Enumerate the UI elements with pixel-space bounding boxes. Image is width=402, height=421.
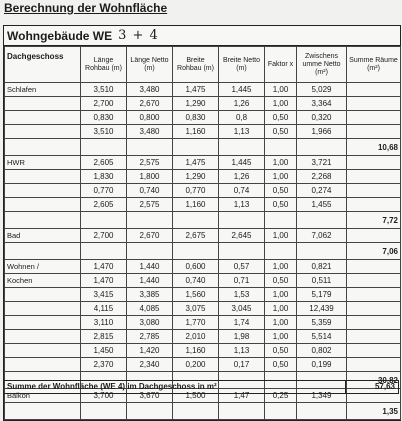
- summe-cell: [347, 316, 401, 330]
- breite-netto-cell: 1,74: [219, 316, 265, 330]
- subtotal-row: [5, 403, 401, 420]
- breite-rohbau-cell: 1,560: [173, 288, 219, 302]
- breite-rohbau-cell: 0,600: [173, 260, 219, 274]
- laenge-netto-cell: 1,440: [127, 260, 173, 274]
- faktor-cell: [265, 139, 297, 156]
- faktor-cell: 1,00: [265, 97, 297, 111]
- breite-netto-cell: 1,47: [219, 389, 265, 403]
- laenge-rohbau-cell: 1,470: [81, 260, 127, 274]
- laenge-rohbau-cell: 0,830: [81, 111, 127, 125]
- laenge-rohbau-cell: 3,510: [81, 83, 127, 97]
- area-calculation-sheet: [3, 25, 401, 421]
- breite-rohbau-cell: 1,290: [173, 170, 219, 184]
- faktor-cell: 1,00: [265, 330, 297, 344]
- table-row: [5, 316, 401, 330]
- room-label: [5, 139, 81, 156]
- breite-netto-cell: [219, 243, 265, 260]
- zwischensumme-cell: 7,062: [297, 229, 347, 243]
- summe-cell: [347, 330, 401, 344]
- room-label: [5, 344, 81, 358]
- table-row: [5, 344, 401, 358]
- table-row: [5, 330, 401, 344]
- subtotal-row: [5, 243, 401, 260]
- laenge-netto-cell: 3,480: [127, 125, 173, 139]
- breite-rohbau-cell: 1,475: [173, 156, 219, 170]
- laenge-netto-cell: 4,085: [127, 302, 173, 316]
- faktor-cell: 0,50: [265, 184, 297, 198]
- col-breite-rohbau: Breite Rohbau (m): [173, 47, 219, 83]
- laenge-rohbau-cell: 2,605: [81, 156, 127, 170]
- summe-cell: [347, 198, 401, 212]
- room-label: [5, 170, 81, 184]
- laenge-netto-cell: 2,785: [127, 330, 173, 344]
- zwischensumme-cell: 1,455: [297, 198, 347, 212]
- table-row: [5, 302, 401, 316]
- summe-cell: 30,82: [347, 372, 401, 389]
- summe-cell: [347, 83, 401, 97]
- summe-cell: [347, 170, 401, 184]
- laenge-rohbau-cell: 1,830: [81, 170, 127, 184]
- breite-rohbau-cell: 2,010: [173, 330, 219, 344]
- subtotal-row: [5, 212, 401, 229]
- laenge-rohbau-cell: 3,510: [81, 125, 127, 139]
- laenge-rohbau-cell: 0,770: [81, 184, 127, 198]
- breite-rohbau-cell: 1,160: [173, 125, 219, 139]
- summe-cell: [347, 229, 401, 243]
- breite-rohbau-cell: [173, 243, 219, 260]
- faktor-cell: 0,50: [265, 198, 297, 212]
- zwischensumme-cell: 2,268: [297, 170, 347, 184]
- laenge-netto-cell: 3,480: [127, 83, 173, 97]
- zwischensumme-cell: 1,349: [297, 389, 347, 403]
- total-label: Summe der Wohnfläche (WE 4) im Dachgeschoss in m²: [3, 380, 346, 394]
- zwischensumme-cell: 0,199: [297, 358, 347, 372]
- summe-cell: [347, 358, 401, 372]
- col-laenge-rohbau: Länge Rohbau (m): [81, 47, 127, 83]
- room-label: [5, 184, 81, 198]
- breite-rohbau-cell: 0,740: [173, 274, 219, 288]
- faktor-cell: 0,50: [265, 344, 297, 358]
- summe-cell: 1,35: [347, 403, 401, 420]
- col-zwischensumme: Zwischens umme Netto (m²): [297, 47, 347, 83]
- breite-netto-cell: 1,26: [219, 170, 265, 184]
- summe-cell: [347, 260, 401, 274]
- zwischensumme-cell: 12,439: [297, 302, 347, 316]
- breite-netto-cell: 1,445: [219, 83, 265, 97]
- laenge-netto-cell: 3,080: [127, 316, 173, 330]
- zwischensumme-cell: 0,821: [297, 260, 347, 274]
- room-label: [5, 288, 81, 302]
- building-label: Wohngebäude WE: [7, 28, 113, 43]
- laenge-netto-cell: 2,670: [127, 229, 173, 243]
- col-laenge-netto: Länge Netto (m): [127, 47, 173, 83]
- breite-netto-cell: 0,17: [219, 358, 265, 372]
- laenge-rohbau-cell: [81, 139, 127, 156]
- summe-cell: [347, 288, 401, 302]
- zwischensumme-cell: 0,802: [297, 344, 347, 358]
- col-faktor: Faktor x: [265, 47, 297, 83]
- breite-netto-cell: 1,53: [219, 288, 265, 302]
- laenge-netto-cell: 2,340: [127, 358, 173, 372]
- table-row: [5, 229, 401, 243]
- breite-rohbau-cell: [173, 212, 219, 229]
- faktor-cell: 0,50: [265, 125, 297, 139]
- laenge-rohbau-cell: 3,700: [81, 389, 127, 403]
- faktor-cell: 1,00: [265, 156, 297, 170]
- summe-cell: [347, 302, 401, 316]
- breite-rohbau-cell: 1,160: [173, 344, 219, 358]
- total-row: [3, 380, 399, 394]
- breite-rohbau-cell: [173, 139, 219, 156]
- faktor-cell: [265, 243, 297, 260]
- zwischensumme-cell: 0,320: [297, 111, 347, 125]
- laenge-netto-cell: 1,800: [127, 170, 173, 184]
- faktor-cell: 1,00: [265, 288, 297, 302]
- room-label: Kochen: [5, 274, 81, 288]
- laenge-rohbau-cell: 2,370: [81, 358, 127, 372]
- laenge-rohbau-cell: 4,115: [81, 302, 127, 316]
- summe-cell: 10,68: [347, 139, 401, 156]
- laenge-netto-cell: [127, 139, 173, 156]
- breite-netto-cell: 0,74: [219, 184, 265, 198]
- room-label: Balkon: [5, 389, 81, 403]
- zwischensumme-cell: 3,721: [297, 156, 347, 170]
- table-row: [5, 156, 401, 170]
- laenge-rohbau-cell: 1,470: [81, 274, 127, 288]
- table-row: [5, 97, 401, 111]
- laenge-rohbau-cell: 3,110: [81, 316, 127, 330]
- table-row: [5, 358, 401, 372]
- zwischensumme-cell: [297, 139, 347, 156]
- room-label: [5, 125, 81, 139]
- faktor-cell: 0,50: [265, 274, 297, 288]
- faktor-cell: 1,00: [265, 260, 297, 274]
- laenge-rohbau-cell: 2,700: [81, 97, 127, 111]
- summe-cell: [347, 274, 401, 288]
- col-breite-netto: Breite Netto (m): [219, 47, 265, 83]
- laenge-netto-cell: 3,385: [127, 288, 173, 302]
- faktor-cell: 0,25: [265, 389, 297, 403]
- room-label: [5, 316, 81, 330]
- zwischensumme-cell: 0,274: [297, 184, 347, 198]
- laenge-netto-cell: 1,440: [127, 274, 173, 288]
- breite-netto-cell: 0,8: [219, 111, 265, 125]
- breite-netto-cell: 0,71: [219, 274, 265, 288]
- room-label: Wohnen /: [5, 260, 81, 274]
- laenge-netto-cell: 2,575: [127, 156, 173, 170]
- area-table: [4, 46, 401, 420]
- zwischensumme-cell: 0,511: [297, 274, 347, 288]
- room-label: [5, 97, 81, 111]
- room-label: [5, 111, 81, 125]
- laenge-netto-cell: [127, 403, 173, 420]
- summe-cell: 7,72: [347, 212, 401, 229]
- summe-cell: [347, 97, 401, 111]
- room-label: [5, 198, 81, 212]
- laenge-netto-cell: 0,740: [127, 184, 173, 198]
- laenge-rohbau-cell: [81, 403, 127, 420]
- table-row: [5, 125, 401, 139]
- table-row: [5, 111, 401, 125]
- breite-rohbau-cell: 1,160: [173, 198, 219, 212]
- summe-cell: 7,06: [347, 243, 401, 260]
- breite-netto-cell: 1,13: [219, 344, 265, 358]
- breite-netto-cell: 0,57: [219, 260, 265, 274]
- laenge-netto-cell: 2,575: [127, 198, 173, 212]
- faktor-cell: 1,00: [265, 302, 297, 316]
- summe-cell: [347, 111, 401, 125]
- header-row: [5, 47, 401, 83]
- summe-cell: [347, 344, 401, 358]
- breite-rohbau-cell: 3,075: [173, 302, 219, 316]
- building-number: 3 + 4: [118, 28, 159, 43]
- faktor-cell: [265, 403, 297, 420]
- breite-rohbau-cell: 2,675: [173, 229, 219, 243]
- laenge-netto-cell: 0,800: [127, 111, 173, 125]
- laenge-netto-cell: [127, 212, 173, 229]
- faktor-cell: [265, 212, 297, 229]
- room-label: HWR: [5, 156, 81, 170]
- zwischensumme-cell: [297, 403, 347, 420]
- table-row: [5, 184, 401, 198]
- room-label: Schlafen: [5, 83, 81, 97]
- room-label: [5, 358, 81, 372]
- table-row: [5, 274, 401, 288]
- room-label: [5, 302, 81, 316]
- faktor-cell: 0,50: [265, 111, 297, 125]
- table-row: [5, 288, 401, 302]
- zwischensumme-cell: [297, 243, 347, 260]
- breite-netto-cell: [219, 403, 265, 420]
- laenge-netto-cell: 3,670: [127, 389, 173, 403]
- breite-rohbau-cell: 0,830: [173, 111, 219, 125]
- room-label: [5, 403, 81, 420]
- laenge-rohbau-cell: 2,815: [81, 330, 127, 344]
- zwischensumme-cell: 5,359: [297, 316, 347, 330]
- col-summe: Summe Räume (m²): [347, 47, 401, 83]
- breite-netto-cell: 2,645: [219, 229, 265, 243]
- breite-netto-cell: [219, 212, 265, 229]
- page-title: Berechnung der Wohnfläche: [4, 1, 168, 15]
- laenge-netto-cell: 2,670: [127, 97, 173, 111]
- zwischensumme-cell: 5,029: [297, 83, 347, 97]
- laenge-rohbau-cell: 3,415: [81, 288, 127, 302]
- table-row: [5, 170, 401, 184]
- summe-cell: [347, 156, 401, 170]
- room-label: [5, 212, 81, 229]
- section-header: Dachgeschoss: [5, 47, 81, 83]
- faktor-cell: 0,50: [265, 358, 297, 372]
- faktor-cell: 1,00: [265, 316, 297, 330]
- breite-rohbau-cell: [173, 403, 219, 420]
- breite-rohbau-cell: 0,200: [173, 358, 219, 372]
- total-value: 57,63: [346, 380, 399, 394]
- faktor-cell: 1,00: [265, 229, 297, 243]
- table-row: [5, 198, 401, 212]
- faktor-cell: 1,00: [265, 170, 297, 184]
- summe-cell: [347, 125, 401, 139]
- breite-netto-cell: 1,98: [219, 330, 265, 344]
- breite-rohbau-cell: 1,475: [173, 83, 219, 97]
- breite-netto-cell: 1,26: [219, 97, 265, 111]
- zwischensumme-cell: [297, 212, 347, 229]
- zwischensumme-cell: 5,514: [297, 330, 347, 344]
- laenge-rohbau-cell: 2,700: [81, 229, 127, 243]
- table-row: [5, 83, 401, 97]
- laenge-rohbau-cell: 1,450: [81, 344, 127, 358]
- breite-rohbau-cell: 1,290: [173, 97, 219, 111]
- breite-netto-cell: 1,445: [219, 156, 265, 170]
- table-row: [5, 260, 401, 274]
- breite-rohbau-cell: 0,770: [173, 184, 219, 198]
- breite-rohbau-cell: 1,770: [173, 316, 219, 330]
- zwischensumme-cell: 3,364: [297, 97, 347, 111]
- laenge-rohbau-cell: [81, 212, 127, 229]
- summe-cell: [347, 184, 401, 198]
- laenge-netto-cell: 1,420: [127, 344, 173, 358]
- building-header: [4, 26, 400, 46]
- breite-rohbau-cell: 1,500: [173, 389, 219, 403]
- zwischensumme-cell: 1,966: [297, 125, 347, 139]
- room-label: [5, 330, 81, 344]
- faktor-cell: 1,00: [265, 83, 297, 97]
- laenge-netto-cell: [127, 243, 173, 260]
- laenge-rohbau-cell: 2,605: [81, 198, 127, 212]
- breite-netto-cell: 1,13: [219, 125, 265, 139]
- room-label: [5, 243, 81, 260]
- breite-netto-cell: [219, 139, 265, 156]
- table-body: [5, 83, 401, 420]
- zwischensumme-cell: 5,179: [297, 288, 347, 302]
- laenge-rohbau-cell: [81, 243, 127, 260]
- breite-netto-cell: 3,045: [219, 302, 265, 316]
- breite-netto-cell: 1,13: [219, 198, 265, 212]
- subtotal-row: [5, 139, 401, 156]
- room-label: Bad: [5, 229, 81, 243]
